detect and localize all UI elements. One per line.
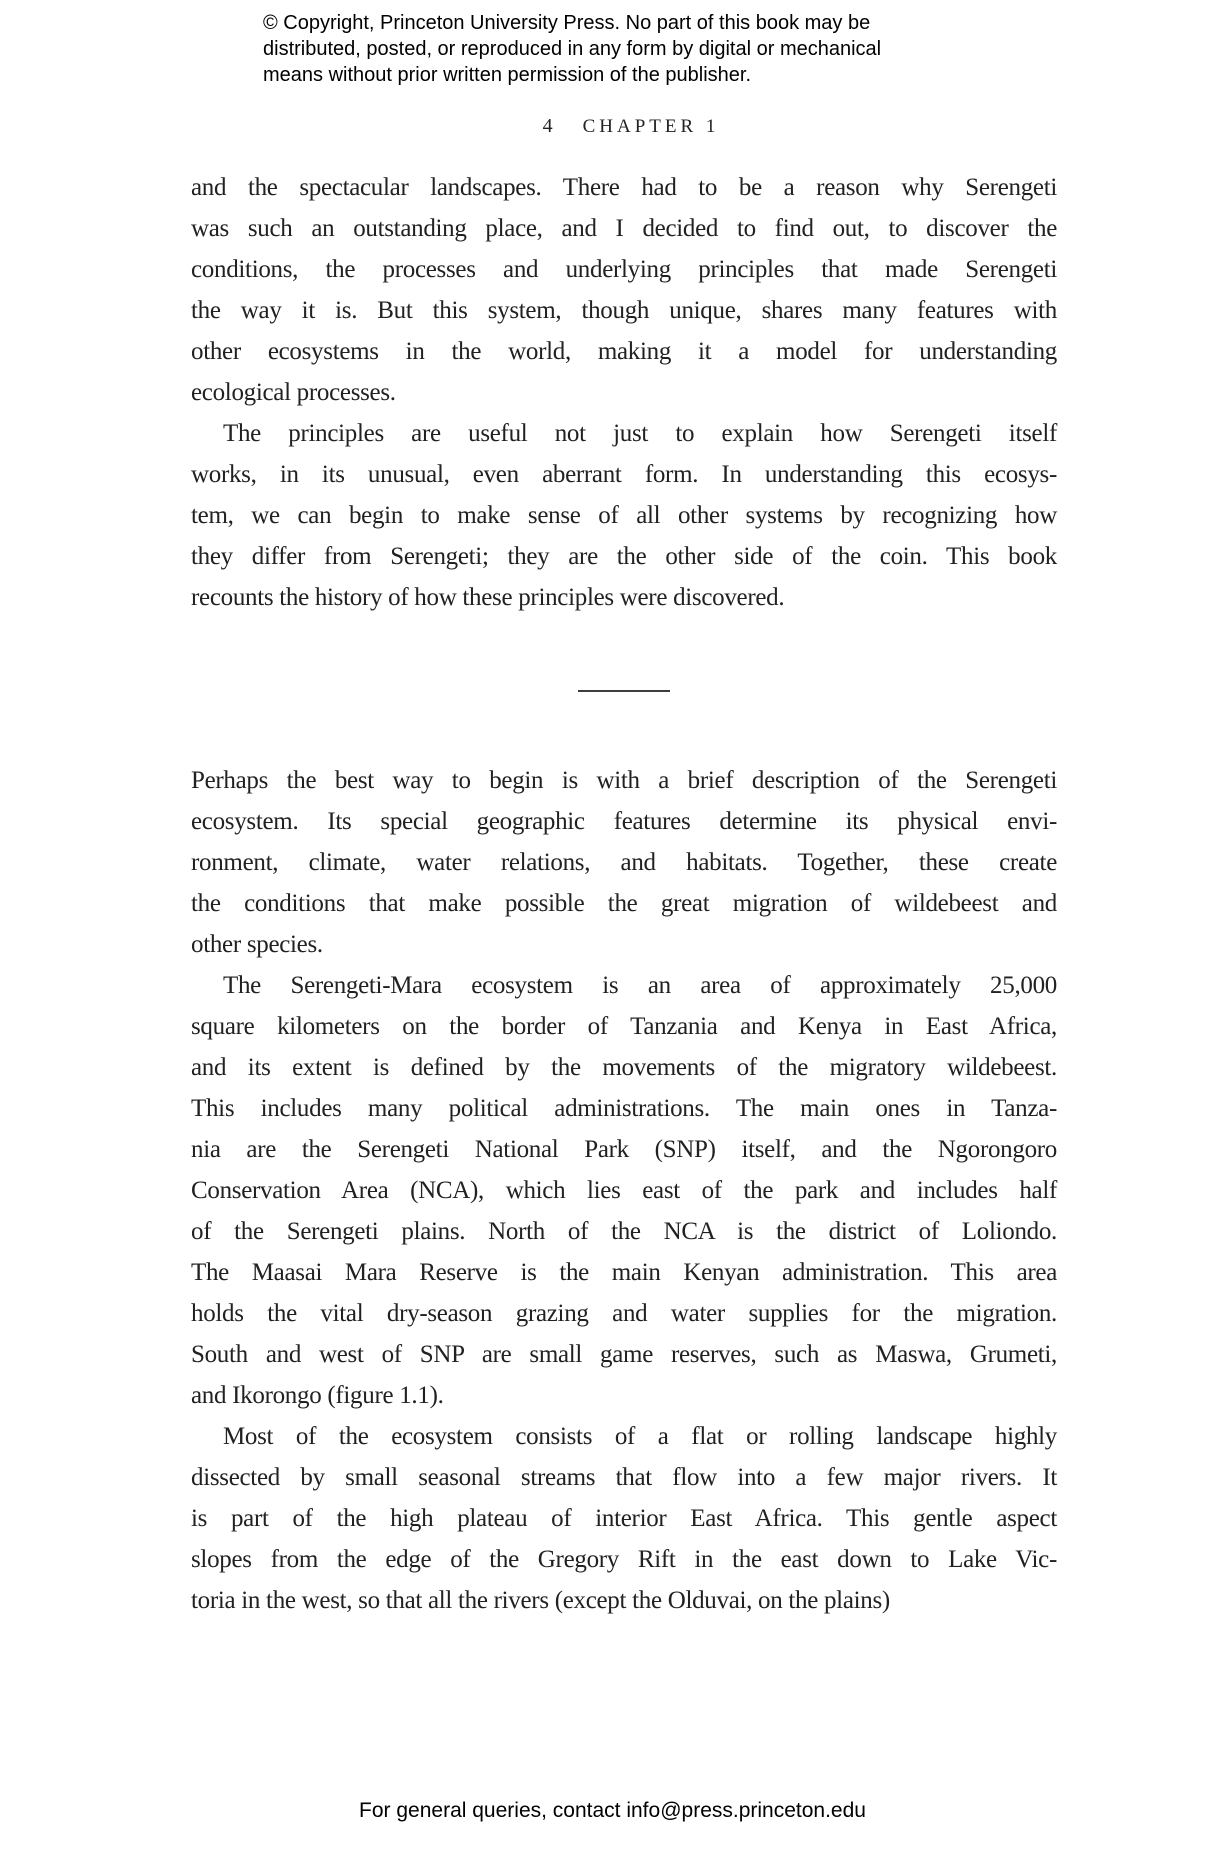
- text-line: toria in the west, so that all the rivers (except the Olduvai, on the plains): [191, 1587, 890, 1614]
- text-line: works, in its unusual, even aberrant form. In understanding this ecosys-: [191, 461, 1057, 488]
- paragraph-5: [191, 1416, 1057, 1621]
- paragraph-2: [191, 413, 1057, 618]
- text-line: holds the vital dry-season grazing and water supplies for the migration.: [191, 1300, 1057, 1327]
- text-line: recounts the history of how these principles were discovered.: [191, 584, 785, 611]
- text-line: the conditions that make possible the great migration of wildebeest and: [191, 890, 1057, 917]
- text-line: The Maasai Mara Reserve is the main Kenyan administration. This area: [191, 1259, 1057, 1286]
- text-line: they differ from Serengeti; they are the other side of the coin. This book: [191, 543, 1057, 570]
- paragraph-3: [191, 760, 1057, 965]
- text-line: ecosystem. Its special geographic features determine its physical envi-: [191, 808, 1057, 835]
- text-line: of the Serengeti plains. North of the NCA is the district of Loliondo.: [191, 1218, 1057, 1245]
- text-column: [191, 167, 1057, 1621]
- text-line: South and west of SNP are small game reserves, such as Maswa, Grumeti,: [191, 1341, 1057, 1368]
- text-line: ecological processes.: [191, 379, 396, 406]
- section-divider: [578, 690, 670, 692]
- text-line: Most of the ecosystem consists of a flat or rolling landscape highly: [223, 1423, 1057, 1450]
- text-line: other ecosystems in the world, making it a model for understanding: [191, 338, 1057, 365]
- text-line: means without prior written permission of the publisher.: [263, 64, 752, 86]
- text-line: This includes many political administrations. The main ones in Tanza-: [191, 1095, 1057, 1122]
- text-line: © Copyright, Princeton University Press. No part of this book may be: [263, 12, 871, 34]
- text-line: dissected by small seasonal streams that flow into a few major rivers. It: [191, 1464, 1057, 1491]
- text-line: conditions, the processes and underlying principles that made Serengeti: [191, 256, 1057, 283]
- footer-contact: For general queries, contact info@press.princeton.edu: [359, 1799, 866, 1822]
- text-line: distributed, posted, or reproduced in any form by digital or mechanical: [263, 38, 882, 60]
- text-line: ronment, climate, water relations, and habitats. Together, these create: [191, 849, 1057, 876]
- text-line: Perhaps the best way to begin is with a brief description of the Serengeti: [191, 767, 1057, 794]
- text-line: nia are the Serengeti National Park (SNP) itself, and the Ngorongoro: [191, 1136, 1057, 1163]
- running-head: [191, 115, 1057, 135]
- text-line: The Serengeti-Mara ecosystem is an area of approximately 25,000: [223, 972, 1057, 999]
- text-line: slopes from the edge of the Gregory Rift in the east down to Lake Vic-: [191, 1546, 1057, 1573]
- text-line: tem, we can begin to make sense of all other systems by recognizing how: [191, 502, 1057, 529]
- book-page: [0, 10, 1225, 1821]
- text-line: Conservation Area (NCA), which lies east of the park and includes half: [191, 1177, 1057, 1204]
- text-line: The principles are useful not just to explain how Serengeti itself: [223, 420, 1057, 447]
- chapter-label: CHAPTER 1: [582, 116, 720, 137]
- paragraph-1: [191, 167, 1057, 413]
- paragraph-4: [191, 965, 1057, 1416]
- text-line: is part of the high plateau of interior East Africa. This gentle aspect: [191, 1505, 1057, 1532]
- text-line: square kilometers on the border of Tanzania and Kenya in East Africa,: [191, 1013, 1057, 1040]
- text-line: was such an outstanding place, and I decided to find out, to discover the: [191, 215, 1057, 242]
- page-number: 4: [542, 115, 553, 137]
- text-line: other species.: [191, 931, 323, 958]
- text-line: the way it is. But this system, though unique, shares many features with: [191, 297, 1057, 324]
- text-line: and Ikorongo (figure 1.1).: [191, 1382, 444, 1409]
- text-line: and the spectacular landscapes. There had to be a reason why Serengeti: [191, 174, 1057, 201]
- copyright-notice: [263, 10, 1225, 88]
- text-line: and its extent is defined by the movements of the migratory wildebeest.: [191, 1054, 1057, 1081]
